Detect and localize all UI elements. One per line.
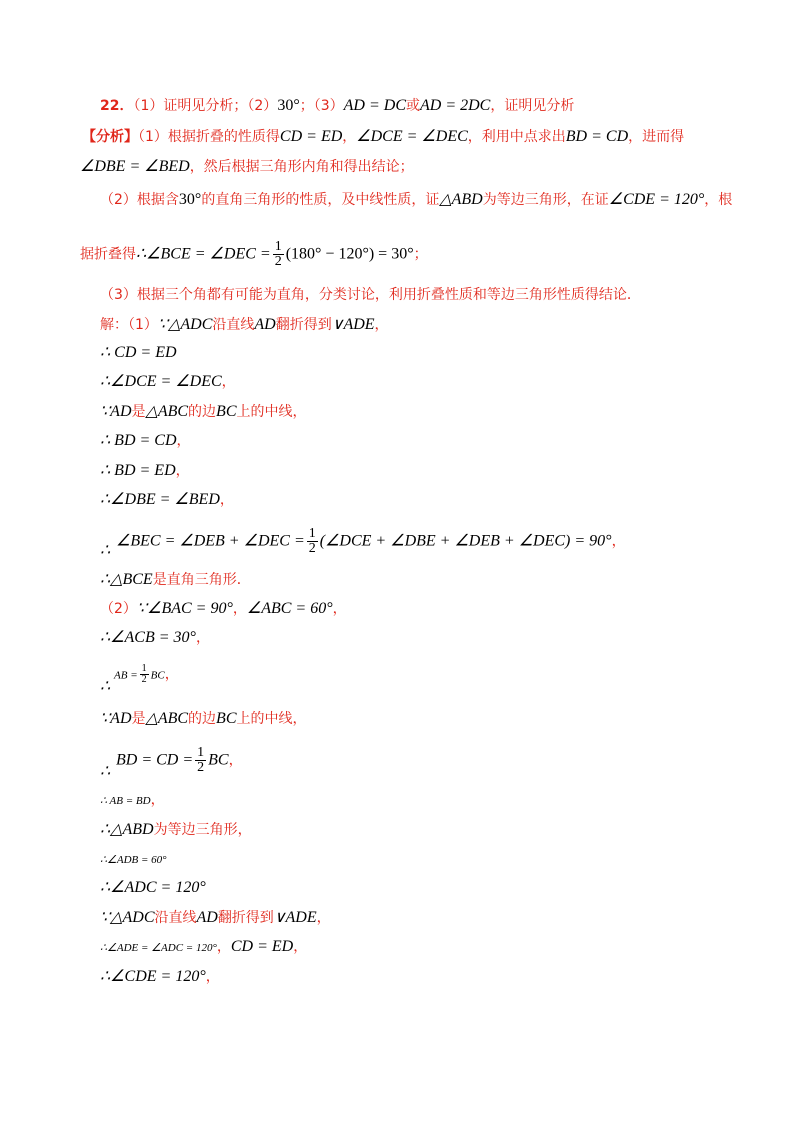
math: ∴ (100, 542, 111, 559)
math: ∨ADE (273, 909, 317, 926)
math: ∴ BD = CD (100, 432, 177, 449)
text: ， (176, 433, 191, 449)
math: △ABC (145, 710, 189, 727)
answer-sep: ；（3） (299, 98, 344, 114)
text: 的直角三角形的性质，及中线性质，证 (201, 192, 440, 208)
solution-line-4 (100, 402, 307, 422)
math: BC (208, 751, 229, 769)
numerator: 1 (274, 239, 282, 254)
text: ； (413, 246, 428, 263)
math: ∴ AB = BD (100, 795, 151, 807)
analysis-tag: 【分析】 (82, 129, 138, 145)
text: 是 (131, 711, 146, 727)
solution-line-17 (100, 849, 167, 870)
numerator: 1 (308, 526, 316, 541)
math: ∴∠ADC = 120° (100, 879, 206, 896)
solution-line-6 (100, 461, 190, 481)
answer-30: 30° (277, 97, 300, 114)
question-number: 22． (100, 98, 134, 114)
math: ∨ADE (331, 316, 375, 333)
math: ∵∠BAC = 90° (136, 600, 233, 617)
solution-line-3 (100, 372, 236, 392)
solution-line-21 (100, 967, 220, 987)
analysis-line-3 (100, 190, 732, 210)
denominator: 2 (274, 254, 282, 269)
solution-line-16 (100, 820, 252, 840)
answer-line (100, 96, 574, 116)
math: ∠CDE = 120° (608, 191, 705, 208)
text: ， (611, 533, 626, 550)
text: ， (332, 601, 347, 617)
text: 的边 (188, 404, 217, 420)
text: 为等边三角形，在证 (482, 192, 609, 208)
text: 沿直线 (212, 317, 255, 333)
text: 为等边三角形， (153, 822, 252, 838)
therefore-symbol (100, 762, 110, 782)
text: （3）根据三个角都有可能为直角，分类讨论，利用折叠性质和等边三角形性质得结论． (100, 287, 641, 303)
math: ∴∠CDE = 120° (100, 968, 206, 985)
fraction-half (273, 240, 284, 269)
text: 是直角三角形． (152, 572, 251, 588)
text: ，进而得 (628, 129, 685, 145)
solution-line-2 (100, 343, 177, 363)
math: (∠DCE + ∠DBE + ∠DEB + ∠DEC) = 90° (319, 532, 612, 550)
math: △ABD (439, 191, 483, 208)
math: AB = (114, 669, 138, 682)
text: ，根 (704, 192, 733, 208)
math: ∴ (100, 678, 111, 695)
text: 翻折得到 (275, 317, 332, 333)
numerator: 1 (141, 663, 147, 674)
math: ∵AD (100, 403, 132, 420)
solution-line-15 (100, 790, 165, 811)
text: ， (374, 317, 389, 333)
numerator: 1 (197, 745, 205, 760)
text: 翻折得到 (217, 910, 274, 926)
solution-line-14 (116, 746, 243, 775)
solution-line-10 (100, 599, 347, 619)
denominator: 2 (308, 541, 316, 556)
text: （2） (100, 601, 137, 617)
text: ， (205, 969, 220, 985)
answer-tail: ，证明见分析 (490, 98, 575, 114)
text: 据折叠得 (80, 246, 136, 263)
text: （2）根据含 (100, 192, 179, 208)
fraction-half (195, 746, 206, 775)
solution-line-9 (100, 570, 251, 590)
math: (180° − 120°) = 30° (285, 245, 414, 263)
math: AD (196, 909, 218, 926)
text: ， (150, 792, 165, 808)
text: ， (293, 939, 308, 955)
math: BC (216, 710, 237, 727)
math: ∵AD (100, 710, 132, 727)
solution-line-5 (100, 431, 191, 451)
therefore-symbol (100, 541, 110, 561)
math: ∠DCE = ∠DEC (356, 128, 468, 145)
math: ∴∠ADB = 60° (100, 854, 167, 866)
text: ， (219, 492, 234, 508)
math: ∴ CD = ED (100, 344, 177, 361)
text: ， (164, 666, 179, 683)
math: ∵△ADC (100, 909, 155, 926)
math: ∴ BD = ED (100, 462, 176, 479)
solution-line-12 (114, 664, 179, 686)
math: ∴△BCE (100, 571, 153, 588)
analysis-line-2 (80, 157, 414, 177)
fraction-half (140, 664, 149, 685)
solution-line-18 (100, 878, 206, 898)
text: ， (232, 601, 247, 617)
fraction-half (307, 527, 318, 556)
analysis-line-5 (100, 285, 641, 305)
solution-line-7 (100, 490, 234, 510)
analysis-line-4 (80, 240, 428, 269)
math: CD = ED (279, 128, 343, 145)
solution-line-19 (100, 908, 331, 928)
math: ∠ABC = 60° (246, 600, 333, 617)
text: ， (316, 910, 331, 926)
math: ∴ (100, 763, 111, 780)
solution-line-8 (116, 527, 626, 556)
text: ，利用中点求出 (467, 129, 566, 145)
math: AD (254, 316, 276, 333)
text: ， (195, 630, 210, 646)
math: ∠BEC = ∠DEB + ∠DEC = (116, 532, 305, 550)
math: ∴△ABD (100, 821, 154, 838)
solution-line-13 (100, 709, 307, 729)
therefore-symbol (100, 677, 110, 697)
answer-part1: （1）证明见分析；（2） (133, 98, 278, 114)
math: ∴∠ADE = ∠ADC = 120° (100, 942, 217, 954)
math: ∴∠BCE = ∠DEC = (136, 245, 271, 263)
denominator: 2 (141, 674, 147, 685)
solution-line-1 (100, 315, 389, 335)
denominator: 2 (197, 760, 205, 775)
math: ∠DBE = ∠BED (80, 158, 190, 175)
math: BC (150, 669, 165, 682)
text: 上的中线， (236, 711, 307, 727)
math: 30° (178, 191, 202, 208)
text: ， (228, 752, 243, 769)
math: BC (216, 403, 237, 420)
math: BD = CD (565, 128, 629, 145)
analysis-line-1 (82, 127, 684, 147)
math: ∴∠DCE = ∠DEC (100, 373, 222, 390)
math: ∴∠DBE = ∠BED (100, 491, 220, 508)
text: 解：（1） (100, 317, 158, 333)
math: △ABC (145, 403, 189, 420)
text: ， (175, 463, 190, 479)
text: 的边 (188, 711, 217, 727)
text: 沿直线 (154, 910, 197, 926)
text: ， (342, 129, 357, 145)
answer-3b: AD = 2DC (420, 97, 491, 114)
text: ， (216, 939, 231, 955)
math: CD = ED (230, 938, 294, 955)
solution-line-20 (100, 937, 307, 958)
text: ， (221, 374, 236, 390)
math: BD = CD = (116, 751, 194, 769)
math: ∵△ADC (157, 316, 213, 333)
text: 上的中线， (236, 404, 307, 420)
answer-or: 或 (406, 98, 420, 114)
text: ，然后根据三角形内角和得出结论； (189, 159, 414, 175)
solution-line-11 (100, 628, 210, 648)
text: 是 (131, 404, 146, 420)
answer-3a: AD = DC (343, 97, 406, 114)
text: （1）根据折叠的性质得 (138, 129, 280, 145)
math: ∴∠ACB = 30° (100, 629, 196, 646)
